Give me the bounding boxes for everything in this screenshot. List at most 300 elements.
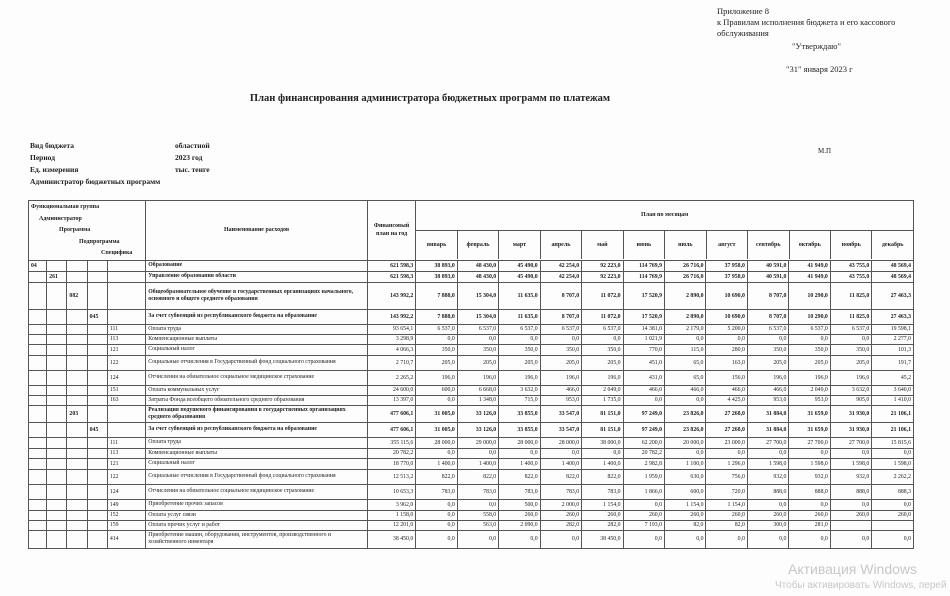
month-value: 350,0 [499,344,540,355]
month-value: 0,0 [457,334,498,344]
month-value: 0,0 [623,499,664,510]
program-code [67,530,87,548]
administrator-code [47,395,67,405]
month-value: 8 707,0 [747,309,788,324]
month-value: 7 193,0 [623,520,664,530]
month-value: 42 254,0 [540,260,581,271]
month-value: 0,0 [706,334,747,344]
subprogram-code [87,530,107,548]
program-code [67,437,87,448]
functional-group-code [29,309,47,324]
month-value: 1 296,0 [706,458,747,469]
program-code [67,271,87,282]
program-code [67,370,87,385]
month-value: 6 537,0 [540,324,581,334]
month-value: 45 490,0 [499,271,540,282]
month-value: 0,0 [665,530,706,548]
month-value: 38 450,0 [582,530,623,548]
functional-group-code [29,530,47,548]
annual-plan: 3 298,9 [367,334,416,344]
annual-plan: 12 513,2 [367,469,416,484]
functional-group-code [29,499,47,510]
month-value: 33 126,0 [457,405,498,422]
month-value: 97 249,0 [623,405,664,422]
subprogram-code [87,405,107,422]
month-value: 3 632,0 [830,385,871,395]
month-value: 1 400,0 [457,458,498,469]
document-title: План финансирования администратора бюджетных программ по платежам [249,93,611,104]
month-value: 92 223,0 [582,271,623,282]
month-value: 2 262,2 [872,469,914,484]
subprogram-code: 045 [87,422,107,437]
program-code [67,499,87,510]
month-value: 31 005,0 [416,405,457,422]
table-row [29,458,914,469]
month-value [830,520,871,530]
month-value: 500,0 [499,499,540,510]
expense-name: Приобретение прочих запасов [146,499,367,510]
month-value: 15 304,0 [457,309,498,324]
month-value: 0,0 [665,334,706,344]
month-value: 40 591,0 [747,260,788,271]
approval-date: "31" января 2023 г [786,64,853,74]
month-value: 43 755,0 [830,260,871,271]
administrator-code [47,324,67,334]
financing-table [28,200,914,549]
budget-type-label: Вид бюджета [30,141,75,150]
month-value: 3 632,0 [499,385,540,395]
month-value: 41 949,0 [789,260,830,271]
month-value: 5 200,0 [706,324,747,334]
administrator-code [47,282,67,309]
table-row [29,324,914,334]
month-value: 31 659,0 [789,422,830,437]
specific-code [107,422,145,437]
month-value: 2 000,0 [540,499,581,510]
month-value: 0,0 [582,334,623,344]
administrator-code [47,520,67,530]
month-header: сентябрь [747,231,788,259]
month-value: 27 463,3 [872,309,914,324]
month-value: 1 598,0 [789,458,830,469]
month-value: 1 400,0 [416,458,457,469]
month-value: 260,0 [747,510,788,520]
month-value: 0,0 [747,530,788,548]
specific-code [107,405,145,422]
month-value: 260,0 [830,510,871,520]
program-code [67,510,87,520]
month-value: 196,0 [747,370,788,385]
month-value: 37 958,0 [706,271,747,282]
functional-group-code [29,469,47,484]
month-value: 23 826,0 [665,422,706,437]
specific-code: 152 [107,510,145,520]
administrator-code [47,510,67,520]
month-value: 10 690,0 [706,309,747,324]
month-header: май [581,231,622,259]
month-value: 205,0 [582,355,623,370]
month-value: 932,0 [747,469,788,484]
administrator-code [47,484,67,499]
program-code [67,344,87,355]
subprogram-code [87,344,107,355]
month-header: декабрь [871,231,912,259]
program-code: 082 [67,282,87,309]
table-row [29,385,914,395]
table-row [29,530,914,548]
month-value: 45,2 [872,370,914,385]
month-value: 6 537,0 [789,324,830,334]
month-value: 431,0 [623,370,664,385]
annual-plan: 1 158,0 [367,510,416,520]
month-value: 953,0 [747,395,788,405]
col-group-header: Функциональная группа [31,204,100,210]
functional-group-code [29,405,47,422]
month-value: 720,0 [706,484,747,499]
annual-plan: 143 992,2 [367,282,416,309]
administrator-code [47,530,67,548]
month-value: 888,0 [830,484,871,499]
month-value: 81 151,0 [582,405,623,422]
specific-code: 113 [107,448,145,458]
annual-plan: 24 600,0 [367,385,416,395]
month-value: 1 598,0 [830,458,871,469]
administrator-code [47,405,67,422]
month-value: 466,0 [540,385,581,395]
month-value: 1 400,0 [540,458,581,469]
month-value: 14 381,0 [623,324,664,334]
month-value: 466,0 [747,385,788,395]
annual-plan: 13 397,0 [367,395,416,405]
month-value: 65,0 [665,355,706,370]
month-value: 20 782,2 [623,448,664,458]
month-value: 2 890,0 [665,282,706,309]
month-value: 0,0 [623,530,664,548]
month-value: 205,0 [830,355,871,370]
month-value: 1 400,0 [499,458,540,469]
month-value: 783,0 [499,484,540,499]
month-value: 0,0 [830,334,871,344]
specific-code: 113 [107,334,145,344]
expense-name: Компенсационные выплаты [146,448,367,458]
month-value: 6 537,0 [457,324,498,334]
month-value: 0,0 [499,448,540,458]
month-value: 0,0 [416,448,457,458]
col-name-header: Наименование расходов [146,201,367,261]
month-value: 888,0 [789,484,830,499]
month-value: 0,0 [416,510,457,520]
functional-group-code [29,422,47,437]
table-row [29,344,914,355]
subprogram-code [87,499,107,510]
seal-placeholder: М.П [818,147,832,155]
month-value: 0,0 [665,448,706,458]
administrator-code [47,469,67,484]
month-value: 783,0 [457,484,498,499]
month-value: 1 598,0 [872,458,914,469]
functional-group-code [29,395,47,405]
month-value: 6 537,0 [582,324,623,334]
month-value: 2 890,0 [665,309,706,324]
annual-plan: 2 265,2 [367,370,416,385]
month-value: 350,0 [747,344,788,355]
month-value: 38 893,0 [416,260,457,271]
expense-name: Компенсационные выплаты [146,334,367,344]
month-value: 196,0 [789,370,830,385]
col-admin-header: Администратор [39,215,82,222]
month-value: 28 000,0 [416,437,457,448]
month-value: 822,0 [582,469,623,484]
month-value: 2 049,0 [789,385,830,395]
period-label: Период [30,153,55,162]
col-specific-header: Специфика [101,250,133,256]
month-value: 31 884,0 [747,405,788,422]
functional-group-code [29,370,47,385]
month-value: 932,0 [830,469,871,484]
functional-group-code [29,344,47,355]
expense-name: Социальные отчисления в Государственный фонд социального страхования [146,469,367,484]
month-value: 1 598,0 [747,458,788,469]
month-value: 205,0 [789,355,830,370]
functional-group-code [29,458,47,469]
month-value: 23 000,0 [706,437,747,448]
month-value: 196,0 [540,370,581,385]
specific-code: 151 [107,385,145,395]
month-value: 600,0 [665,484,706,499]
expense-name: Социальный налог [146,458,367,469]
expense-name: Отчисления на обязательное социальное медицинское страхование [146,370,367,385]
annual-plan: 477 606,1 [367,405,416,422]
month-value: 31 005,0 [416,422,457,437]
month-value: 0,0 [416,499,457,510]
administrator-code [47,422,67,437]
month-value [872,520,914,530]
month-value: 0,0 [830,448,871,458]
expense-name: Образование [146,260,367,271]
expense-name: Оплата труда [146,324,367,334]
month-value: 350,0 [416,344,457,355]
month-value: 6 537,0 [499,324,540,334]
month-value: 1 866,0 [623,484,664,499]
expense-name: Отчисления на обязательное социальное медицинское страхование [146,484,367,499]
month-value: 196,0 [499,370,540,385]
month-value: 21 106,1 [872,405,914,422]
program-code [67,260,87,271]
table-row [29,271,914,282]
program-code [67,520,87,530]
month-value: 0,0 [457,530,498,548]
month-value: 0,0 [789,499,830,510]
month-value: 260,0 [499,510,540,520]
administrator-code [47,458,67,469]
month-value: 783,0 [582,484,623,499]
table-row [29,469,914,484]
month-value: 27 700,0 [789,437,830,448]
expense-name: Социальные отчисления в Государственный фонд социального страхования [146,355,367,370]
annual-plan: 12 201,0 [367,520,416,530]
specific-code [107,271,145,282]
functional-group-code [29,448,47,458]
program-code [67,448,87,458]
month-value: 48 569,4 [872,260,914,271]
functional-group-code [29,437,47,448]
month-value: 62 200,0 [623,437,664,448]
month-value: 0,0 [582,448,623,458]
month-value: 630,0 [665,469,706,484]
expense-name: Общеобразовательное обучение в государственных организациях начального, основного и общего среднего образования [146,282,367,309]
subprogram-code [87,484,107,499]
month-header: январь [426,242,447,249]
month-value: 10 290,0 [789,282,830,309]
annual-plan: 18 770,0 [367,458,416,469]
month-value: 0,0 [416,334,457,344]
subprogram-code [87,448,107,458]
month-value: 260,0 [540,510,581,520]
month-value: 932,0 [789,469,830,484]
month-value: 466,0 [623,385,664,395]
month-value: 0,0 [540,334,581,344]
program-code [67,395,87,405]
functional-group-code [29,282,47,309]
subprogram-code [87,260,107,271]
expense-name: За счет субвенций из республиканского бюджета на образование [146,422,367,437]
month-value: 0,0 [706,448,747,458]
month-value: 563,0 [457,520,498,530]
annual-plan: 38 450,0 [367,530,416,548]
month-value: 822,0 [540,469,581,484]
specific-code: 122 [107,469,145,484]
month-value: 26 716,0 [665,271,706,282]
month-value: 205,0 [747,355,788,370]
functional-group-code [29,271,47,282]
month-value: 783,0 [540,484,581,499]
table-row [29,484,914,499]
month-value: 101,3 [872,344,914,355]
table-body [29,260,914,548]
month-value: 33 547,0 [540,405,581,422]
administrator-code [47,260,67,271]
month-value: 0,0 [416,395,457,405]
month-value: 97 249,0 [623,422,664,437]
month-value: 196,0 [457,370,498,385]
expense-name: Затраты Фонда всеобщего обязательного среднего образования [146,395,367,405]
month-value: 770,0 [623,344,664,355]
month-value: 23 826,0 [665,405,706,422]
month-value: 11 635,0 [499,309,540,324]
month-value: 350,0 [789,344,830,355]
month-value: 783,0 [416,484,457,499]
months-header-row [416,231,913,259]
month-value: 0,0 [499,530,540,548]
program-code [67,458,87,469]
program-code [67,469,87,484]
month-header: апрель [540,231,581,259]
month-value: 205,0 [499,355,540,370]
month-value: 115,0 [665,344,706,355]
subprogram-code [87,437,107,448]
month-value: 558,0 [457,510,498,520]
month-value: 0,0 [789,448,830,458]
month-value: 8 707,0 [747,282,788,309]
month-value: 953,0 [789,395,830,405]
admin-label: Администратор бюджетных программ [30,177,161,186]
subprogram-code [87,469,107,484]
month-value: 196,0 [830,370,871,385]
subprogram-code [87,458,107,469]
expense-name: Социальный налог [146,344,367,355]
month-value: 37 958,0 [706,260,747,271]
subprogram-code [87,324,107,334]
month-value: 48 430,0 [457,260,498,271]
annual-plan: 20 782,2 [367,448,416,458]
month-value: 27 463,3 [872,282,914,309]
col-months-header: План по месяцам [416,201,913,231]
month-value: 0,0 [706,530,747,548]
month-value: 0,0 [830,499,871,510]
month-value: 31 659,0 [789,405,830,422]
table-row [29,395,914,405]
expense-name: Оплата труда [146,437,367,448]
program-code [67,355,87,370]
functional-group-code: 04 [29,260,47,271]
specific-code: 122 [107,355,145,370]
appendix-header [717,6,895,39]
month-value: 1 400,0 [582,458,623,469]
annual-plan: 2 710,7 [367,355,416,370]
functional-group-code [29,385,47,395]
month-value: 33 126,0 [457,422,498,437]
month-value: 3 640,0 [872,385,914,395]
month-value: 6 537,0 [830,324,871,334]
month-value: 281,0 [789,520,830,530]
col-subprogram-header: Подпрограмма [79,238,120,245]
col-plan-header: Финансовый план на год [367,201,416,261]
month-value: 300,0 [747,520,788,530]
month-value: 191,7 [872,355,914,370]
month-value: 600,0 [416,385,457,395]
month-value: 350,0 [582,344,623,355]
month-value: 4 425,0 [706,395,747,405]
month-value: 163,0 [706,355,747,370]
month-value: 1 348,0 [457,395,498,405]
annual-plan: 93 654,1 [367,324,416,334]
month-value: 282,0 [540,520,581,530]
administrator-code: 261 [47,271,67,282]
month-value: 260,0 [582,510,623,520]
month-value: 905,0 [830,395,871,405]
month-value: 40 591,0 [747,271,788,282]
administrator-code [47,385,67,395]
month-value: 31 930,0 [830,422,871,437]
month-value: 17 520,9 [623,309,664,324]
windows-activation-text: Чтобы активировать Windows, перей [775,580,947,591]
month-value: 31 930,0 [830,405,871,422]
month-value: 6 537,0 [416,324,457,334]
month-value: 1 410,0 [872,395,914,405]
unit-value: тыс. тенге [175,165,210,174]
subprogram-code [87,385,107,395]
month-value: 42 254,0 [540,271,581,282]
month-value: 888,3 [872,484,914,499]
month-value: 28 000,0 [499,437,540,448]
program-code [67,385,87,395]
month-value: 114 769,9 [623,271,664,282]
month-value: 7 888,0 [416,309,457,324]
month-header: октябрь [789,231,830,259]
month-value: 1 100,0 [665,458,706,469]
month-value: 8 707,0 [540,282,581,309]
month-value: 0,0 [457,499,498,510]
